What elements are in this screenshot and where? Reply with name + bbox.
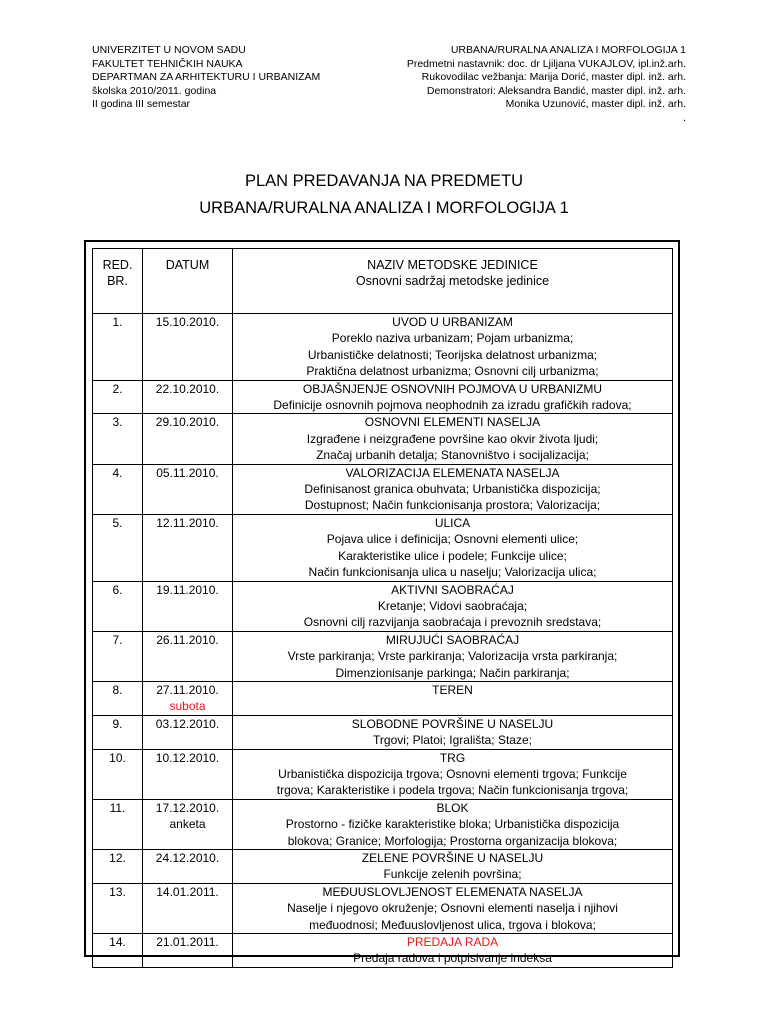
table-row (93, 934, 673, 968)
row-description-line: Urbanistička dispozicija trgova; Osnovni elementi trgova; Funkcije (278, 766, 627, 781)
table-row (93, 681, 673, 715)
row-description-line: Način funkcionisanja ulica u naselju; Valorizacija ulica; (308, 565, 597, 580)
row-description-line: trgova; Karakteristike i podela trgova; Način funkcionisanja trgova; (276, 783, 629, 798)
row-number: 10. (93, 749, 143, 799)
row-date: 14.01.2011. (156, 884, 219, 899)
row-date-cell (143, 883, 233, 933)
header-date: DATUM (143, 249, 233, 314)
department-name: DEPARTMAN ZA ARHITEKTURU I URBANIZAM (92, 71, 321, 84)
row-topic: UVOD U URBANIZAM (392, 315, 513, 329)
row-topic: ZELENE POVRŠINE U NASELJU (361, 851, 544, 865)
row-date: 24.12.2010. (155, 851, 220, 865)
row-description-line: Poreklo naziva urbanizam; Pojam urbanizma; (331, 331, 574, 346)
row-date-cell (143, 581, 233, 631)
row-content (233, 883, 673, 933)
row-content (233, 314, 673, 381)
row-content (233, 631, 673, 681)
row-topic: PREDAJA RADA (406, 935, 499, 950)
row-date-note: anketa (169, 817, 206, 832)
row-topic: VALORIZACIJA ELEMENATA NASELJA (345, 465, 560, 480)
row-description-line: međuodnosi; Međuuslovljenost ulica, trgova i blokova; (309, 917, 596, 932)
row-topic: TRG (439, 750, 466, 765)
row-date: 19.11.2010. (156, 582, 219, 597)
row-description-line: Predaja radova i potpisivanje indeksa (353, 951, 552, 966)
row-date: 03.12.2010. (155, 716, 220, 731)
table-row (93, 314, 673, 381)
row-date-cell (143, 934, 233, 968)
row-date-cell (143, 464, 233, 514)
row-number: 6. (93, 581, 143, 631)
row-description-line: Praktična delatnost urbanizma; Osnovni cilj urbanizma; (306, 364, 599, 379)
row-number: 8. (93, 681, 143, 715)
row-topic: MEĐUUSLOVLJENOST ELEMENATA NASELJA (322, 884, 583, 899)
row-date: 27.11.2010. (156, 682, 219, 697)
row-content (233, 581, 673, 631)
header-title (233, 249, 673, 314)
table-row (93, 464, 673, 514)
row-description-line: Vrste parkiranja; Vrste parkiranja; Valorizacija vrsta parkiranja; (287, 649, 618, 664)
header-title-sub: Osnovni sadržaj metodske jedinice (355, 274, 550, 289)
row-description-line: Izgrađene i neizgrađene površine kao okvir života ljudi; (306, 431, 599, 446)
row-number: 1. (93, 314, 143, 381)
row-topic: TEREN (432, 682, 473, 697)
lecturer: Predmetni nastavnik: doc. dr Ljiljana VUKAJLOV, ipl.inž.arh. (406, 57, 686, 70)
page-subtitle: URBANA/RURALNA ANALIZA I MORFOLOGIJA 1 (199, 199, 569, 217)
table-row (93, 631, 673, 681)
row-number: 7. (93, 631, 143, 681)
row-description-line: Kretanje; Vidovi saobraćaja; (377, 598, 528, 613)
row-date-cell (143, 314, 233, 381)
row-content (233, 850, 673, 884)
row-content (233, 380, 673, 414)
row-date-cell (143, 380, 233, 414)
row-number: 14. (93, 934, 143, 968)
school-year: školska 2010/2011. godina (92, 84, 217, 97)
row-content (233, 715, 673, 749)
row-content (233, 414, 673, 464)
row-description-line: Dostupnost; Način funkcionisanja prostora; Valorizacija; (304, 498, 601, 513)
row-date: 22.10.2010. (155, 381, 220, 396)
header-title-main: NAZIV METODSKE JEDINICE (367, 258, 538, 272)
row-date-cell (143, 681, 233, 715)
row-number: 4. (93, 464, 143, 514)
header-course (407, 44, 686, 112)
row-description-line: Definicije osnovnih pojmova neophodnih za izradu grafičkih radova; (273, 398, 632, 413)
row-content (233, 749, 673, 799)
row-content (233, 464, 673, 514)
row-number: 3. (93, 414, 143, 464)
table-row (93, 715, 673, 749)
university-name: UNIVERZITET U NOVOM SADU (92, 44, 246, 56)
table-row (93, 799, 673, 849)
table-row (93, 749, 673, 799)
row-date-cell (143, 514, 233, 581)
row-content (233, 681, 673, 715)
row-date-cell (143, 850, 233, 884)
row-description-line: Osnovni cilj razvijanja saobraćaja i prevoznih sredstava; (303, 615, 602, 630)
row-date: 26.11.2010. (156, 632, 219, 647)
demonstrator-2: Monika Uzunović, master dipl. inž. arh. (505, 98, 686, 111)
page-title: PLAN PREDAVANJA NA PREDMETU (244, 172, 524, 190)
row-description-line: Dimenzionisanje parkinga; Način parkiranja; (335, 665, 570, 680)
lecture-plan-table (92, 248, 673, 968)
row-date-cell (143, 749, 233, 799)
row-description-line: Definisanost granica obuhvata; Urbanistička dispozicija; (304, 482, 601, 497)
table-row (93, 883, 673, 933)
table-row (93, 514, 673, 581)
row-content (233, 934, 673, 968)
row-date-note: subota (169, 699, 206, 714)
row-date-cell (143, 799, 233, 849)
table-row (93, 850, 673, 884)
row-number: 2. (93, 380, 143, 414)
row-topic: AKTIVNI SAOBRAĆAJ (391, 582, 514, 597)
row-date: 21.01.2011. (156, 935, 219, 950)
course-name: URBANA/RURALNA ANALIZA I MORFOLOGIJA 1 (450, 44, 686, 56)
row-number: 12. (93, 850, 143, 884)
header-number: RED. BR. (93, 249, 143, 314)
row-content (233, 799, 673, 849)
row-topic: ULICA (434, 515, 471, 530)
row-description-line: Značaj urbanih detalja; Stanovništvo i socijalizacija; (316, 448, 589, 463)
header-institution (92, 44, 320, 112)
semester: II godina III semestar (92, 98, 191, 111)
row-description-line: Prostorno - fizičke karakteristike bloka; Urbanistička dispozicija (285, 817, 620, 832)
row-number: 11. (93, 799, 143, 849)
row-description-line: Urbanističke delatnosti; Teorijska delatnost urbanizma; (307, 347, 598, 362)
table-row (93, 581, 673, 631)
row-topic: MIRUJUĆI SAOBRAĆAJ (385, 632, 520, 647)
row-topic: OSNOVNI ELEMENTI NASELJA (364, 415, 541, 430)
header-dot: . (682, 112, 686, 124)
row-description-line: blokova; Granice; Morfologija; Prostorna organizacija blokova; (287, 833, 618, 848)
row-description-line: Naselje i njegovo okruženje; Osnovni elementi naselja i njihovi (287, 901, 618, 916)
row-description-line: Trgovi; Platoi; Igrališta; Staze; (373, 733, 532, 748)
demonstrator-1: Demonstratori: Aleksandra Bandić, master dipl. inž. arh. (426, 84, 686, 97)
row-description-line: Pojava ulice i definicija; Osnovni elementi ulice; (326, 532, 579, 547)
row-date: 29.10.2010. (155, 415, 220, 430)
table-header-row (93, 249, 673, 314)
row-description-line: Funkcije zelenih površina; (383, 867, 522, 882)
row-date: 05.11.2010. (156, 465, 219, 480)
row-number: 9. (93, 715, 143, 749)
faculty-name: FAKULTET TEHNIČKIH NAUKA (92, 57, 243, 70)
row-topic: SLOBODNE POVRŠINE U NASELJU (351, 716, 554, 731)
row-date-cell (143, 715, 233, 749)
table-row (93, 380, 673, 414)
row-number: 13. (93, 883, 143, 933)
row-number: 5. (93, 514, 143, 581)
row-date: 10.12.2010. (155, 750, 220, 765)
row-content (233, 514, 673, 581)
row-date-cell (143, 414, 233, 464)
row-topic: BLOK (436, 800, 469, 815)
table-row (93, 414, 673, 464)
row-date: 15.10.2010. (155, 315, 220, 329)
row-date-cell (143, 631, 233, 681)
exercise-lead: Rukovodilac vežbanja: Marija Dorić, master dipl. inž. arh. (421, 71, 686, 84)
row-topic: OBJAŠNJENJE OSNOVNIH POJMOVA U URBANIZMU (302, 381, 603, 396)
row-date: 17.12.2010. (155, 800, 220, 815)
row-description-line: Karakteristike ulice i podele; Funkcije ulice; (338, 548, 567, 563)
row-date: 12.11.2010. (156, 515, 219, 530)
